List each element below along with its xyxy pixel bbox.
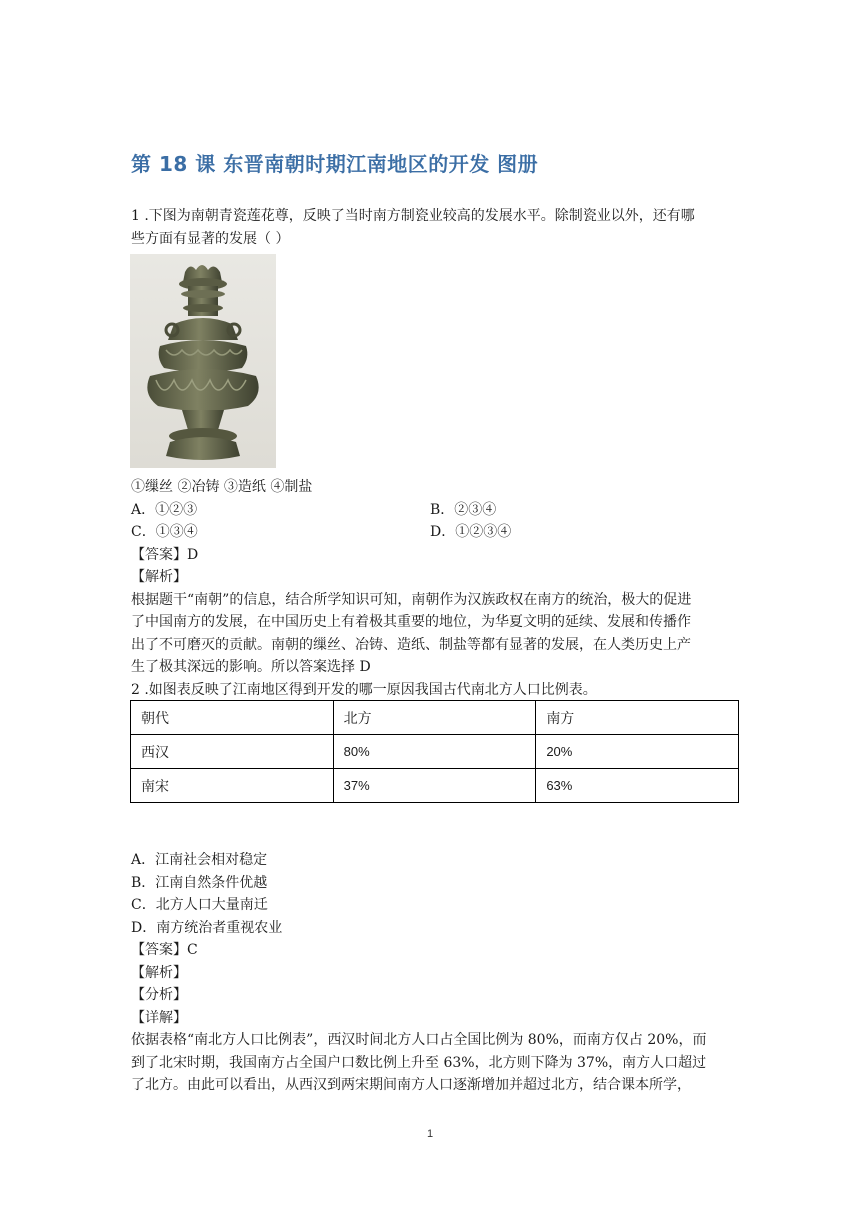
question-1-body (131, 476, 741, 701)
question-2-stem: 2 .如图表反映了江南地区得到开发的哪一原因我国古代南北方人口比例表。 (131, 681, 597, 698)
page-number: 1 (426, 1128, 434, 1140)
detail-label: 【详解】 (131, 1009, 187, 1026)
answer-label: 【答案】D (131, 546, 199, 563)
analysis-sub-label: 【分析】 (131, 987, 187, 1003)
options-row (131, 521, 741, 544)
analysis-text: 根据题干“南朝”的信息，结合所学知识可知，南朝作为汉族政权在南方的统治，极大的促进 (131, 591, 692, 608)
page-title: 第 18 课 东晋南朝时期江南地区的开发 图册 (131, 152, 539, 176)
analysis-label: 【解析】 (131, 964, 187, 981)
option-d: D．①②③④ (430, 524, 512, 540)
detail-text: 依据表格“南北方人口比例表”，西汉时间北方人口占全国比例为 80%，而南方仅占 20%，而 (131, 1032, 707, 1048)
analysis-text: 了中国南方的发展，在中国历史上有着极其重要的地位，为华夏文明的延续、发展和传播作 (131, 614, 691, 630)
option-d: D．南方统治者重视农业 (131, 919, 283, 936)
table-header-cell: 南方 (536, 701, 739, 735)
question-1-stem (131, 205, 741, 250)
table-header-cell: 朝代 (131, 701, 334, 735)
table-row (131, 769, 739, 803)
answer-label: 【答案】C (131, 942, 198, 958)
detail-text: 到了北宋时期，我国南方占全国户口数比例上升至 63%，北方则下降为 37%，南方人口超过 (131, 1054, 707, 1071)
option-a: A．江南社会相对稳定 (131, 852, 268, 868)
question-1-stem-line: 些方面有显著的发展（ ） (131, 230, 290, 247)
option-c: C．北方人口大量南迁 (131, 897, 268, 913)
table-header-cell: 北方 (333, 701, 536, 735)
options-row (131, 499, 741, 522)
table-cell: 63% (536, 769, 739, 803)
analysis-text: 生了极其深远的影响。所以答案选择 D (131, 659, 371, 675)
table-row (131, 735, 739, 769)
table-cell: 南宋 (131, 769, 334, 803)
option-b: B．②③④ (430, 501, 497, 518)
celadon-lotus-vase-image (130, 254, 276, 468)
table-cell: 80% (333, 735, 536, 769)
question-1-stem-line: 1 .下图为南朝青瓷莲花尊，反映了当时南方制瓷业较高的发展水平。除制瓷业以外，还有哪 (131, 208, 695, 224)
table-cell: 20% (536, 735, 739, 769)
table-header-row (131, 701, 739, 735)
analysis-label: 【解析】 (131, 569, 187, 585)
population-ratio-table (130, 700, 739, 803)
option-a: A．①②③ (131, 501, 198, 518)
question-2-body (131, 849, 741, 1097)
detail-text: 了北方。由此可以看出，从西汉到两宋期间南方人口逐渐增加并超过北方，结合课本所学， (131, 1077, 691, 1093)
table-cell: 西汉 (131, 735, 334, 769)
vase-illustration (130, 254, 276, 468)
table-cell: 37% (333, 769, 536, 803)
question-1-items: ①缫丝 ②冶铸 ③造纸 ④制盐 (131, 479, 313, 495)
option-b: B．江南自然条件优越 (131, 874, 268, 891)
analysis-text: 出了不可磨灭的贡献。南朝的缫丝、冶铸、造纸、制盐等都有显著的发展，在人类历史上产 (131, 636, 691, 653)
option-c: C．①③④ (131, 524, 198, 540)
